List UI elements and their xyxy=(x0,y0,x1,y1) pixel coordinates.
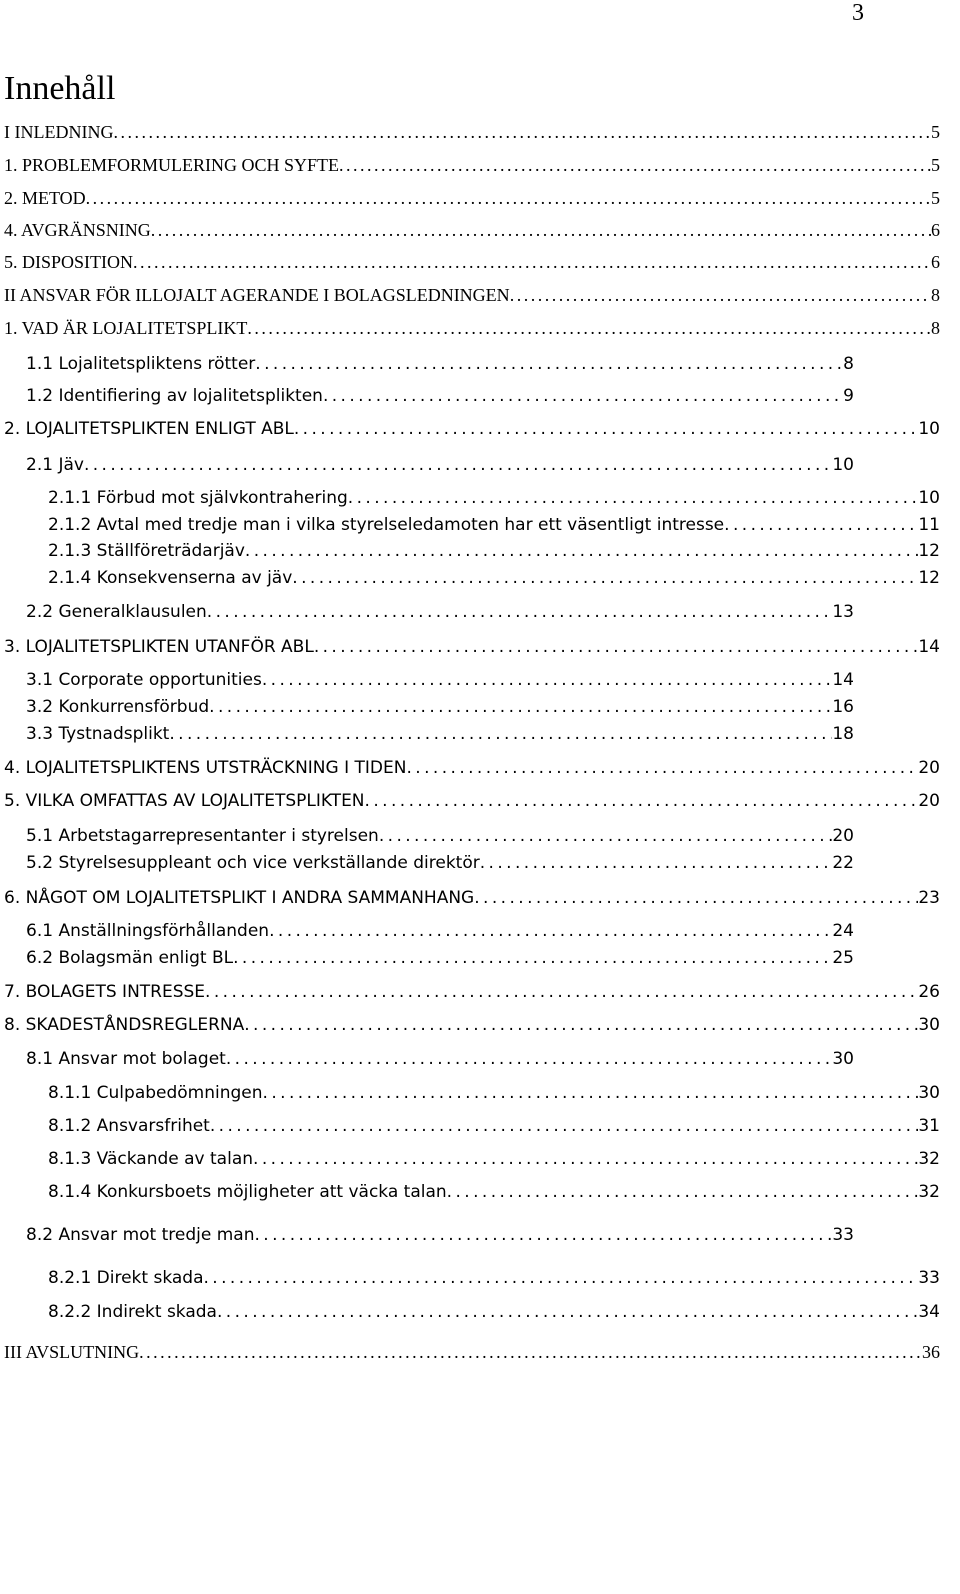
toc-leader-dots xyxy=(244,1015,918,1035)
toc-leader-dots xyxy=(269,921,832,941)
toc-entry[interactable] xyxy=(26,921,854,941)
toc-entry-page: 12 xyxy=(918,541,940,561)
toc-entry-label: I INLEDNING xyxy=(4,122,114,142)
toc-leader-dots xyxy=(217,1302,918,1322)
toc-entry-page: 22 xyxy=(832,853,854,873)
toc-entry-label: 5.1 Arbetstagarrepresentanter i styrelsen xyxy=(26,826,379,846)
toc-entry-label: 8.2.2 Indirekt skada xyxy=(48,1302,217,1322)
toc-leader-dots xyxy=(263,1083,919,1103)
toc-leader-dots xyxy=(226,1049,833,1069)
toc-entry-page: 6 xyxy=(931,220,940,240)
toc-leader-dots xyxy=(133,252,931,273)
toc-entry-label: 6.1 Anställningsförhållanden xyxy=(26,921,270,941)
toc-leader-dots xyxy=(233,948,832,968)
toc-entry-label: 1. PROBLEMFORMULERING OCH SYFTE xyxy=(4,155,340,175)
toc-entry-label: 2.1 Jäv xyxy=(26,455,84,475)
toc-entry-page: 30 xyxy=(832,1049,854,1069)
toc-entry-label: 8.1.1 Culpabedömningen xyxy=(48,1083,263,1103)
page-title: Innehåll xyxy=(4,70,116,107)
toc-leader-dots xyxy=(474,888,918,908)
toc-entry[interactable] xyxy=(26,455,854,475)
toc-entry-page: 20 xyxy=(832,826,854,846)
toc-entry-label: 6. NÅGOT OM LOJALITETSPLIKT I ANDRA SAMMANHANG xyxy=(4,888,475,908)
toc-entry-label: 3.3 Tystnadsplikt xyxy=(26,724,170,744)
toc-entry-label: 8. SKADESTÅNDSREGLERNA xyxy=(4,1015,245,1035)
toc-entry[interactable] xyxy=(48,1268,940,1288)
toc-entry[interactable] xyxy=(48,1149,940,1169)
toc-entry[interactable] xyxy=(4,252,940,273)
toc-entry[interactable] xyxy=(4,220,940,241)
toc-entry[interactable] xyxy=(26,948,854,968)
toc-entry-page: 10 xyxy=(918,419,940,439)
toc-entry-page: 5 xyxy=(931,122,940,142)
toc-entry-page: 24 xyxy=(832,921,854,941)
toc-leader-dots xyxy=(292,568,918,588)
toc-entry-label: II ANSVAR FÖR ILLOJALT AGERANDE I BOLAGSLEDNINGEN xyxy=(4,285,510,305)
toc-entry-label: 7. BOLAGETS INTRESSE xyxy=(4,982,206,1002)
toc-leader-dots xyxy=(84,455,832,475)
toc-entry-page: 33 xyxy=(832,1225,854,1245)
toc-entry-label: 3.1 Corporate opportunities xyxy=(26,670,262,690)
toc-entry-label: 6.2 Bolagsmän enligt BL xyxy=(26,948,234,968)
toc-leader-dots xyxy=(365,791,919,811)
toc-entry-page: 14 xyxy=(918,637,940,657)
toc-leader-dots xyxy=(480,853,833,873)
toc-entry-label: 2.1.3 Ställföreträdarjäv xyxy=(48,541,245,561)
toc-entry[interactable] xyxy=(4,888,940,908)
toc-entry-label: 4. AVGRÄNSNING xyxy=(4,220,151,240)
toc-entry-page: 25 xyxy=(832,948,854,968)
toc-entry-page: 8 xyxy=(931,318,940,338)
toc-entry[interactable] xyxy=(4,758,940,778)
toc-entry-page: 20 xyxy=(918,791,940,811)
toc-entry[interactable] xyxy=(48,1302,940,1322)
toc-entry-page: 14 xyxy=(832,670,854,690)
toc-leader-dots xyxy=(510,285,931,306)
toc-entry-page: 8 xyxy=(843,354,854,374)
toc-entry-label: 3. LOJALITETSPLIKTEN UTANFÖR ABL xyxy=(4,637,314,657)
toc-leader-dots xyxy=(209,697,832,717)
toc-leader-dots xyxy=(254,1225,832,1245)
toc-entry[interactable] xyxy=(26,354,854,374)
toc-entry-page: 34 xyxy=(918,1302,940,1322)
toc-entry-page: 20 xyxy=(918,758,940,778)
toc-entry[interactable] xyxy=(48,541,940,561)
toc-entry-page: 10 xyxy=(918,488,940,508)
toc-leader-dots xyxy=(205,982,918,1002)
toc-entry-page: 26 xyxy=(918,982,940,1002)
toc-entry-label: 2.2 Generalklausulen xyxy=(26,602,207,622)
toc-entry-label: 8.2.1 Direkt skada xyxy=(48,1268,204,1288)
toc-leader-dots xyxy=(245,541,918,561)
toc-leader-dots xyxy=(255,354,843,374)
toc-entry[interactable] xyxy=(26,724,854,744)
toc-entry[interactable] xyxy=(48,1116,940,1136)
toc-entry-page: 11 xyxy=(918,515,940,535)
toc-entry-label: 3.2 Konkurrensförbud xyxy=(26,697,210,717)
toc-leader-dots xyxy=(169,724,832,744)
toc-entry[interactable] xyxy=(4,637,940,657)
toc-entry-label: 2.1.4 Konsekvenserna av jäv xyxy=(48,568,293,588)
toc-entry[interactable] xyxy=(26,1225,854,1245)
toc-entry-label: 1.1 Lojalitetspliktens rötter xyxy=(26,354,256,374)
toc-leader-dots xyxy=(724,515,918,535)
toc-entry-page: 5 xyxy=(931,155,940,175)
toc-entry[interactable] xyxy=(48,488,940,508)
toc-entry[interactable] xyxy=(4,188,940,209)
toc-entry-page: 32 xyxy=(918,1149,940,1169)
toc-entry[interactable] xyxy=(4,285,940,306)
toc-entry-label: 8.1.2 Ansvarsfrihet xyxy=(48,1116,210,1136)
toc-entry-page: 6 xyxy=(931,252,940,272)
toc-entry[interactable] xyxy=(4,122,940,143)
toc-entry-page: 8 xyxy=(931,285,940,305)
toc-entry[interactable] xyxy=(48,1083,940,1103)
toc-leader-dots xyxy=(151,220,931,241)
toc-entry[interactable] xyxy=(4,982,940,1002)
toc-entry-label: 2.1.1 Förbud mot självkontrahering xyxy=(48,488,348,508)
toc-leader-dots xyxy=(253,1149,918,1169)
toc-entry-page: 33 xyxy=(918,1268,940,1288)
toc-leader-dots xyxy=(314,637,919,657)
toc-entry[interactable] xyxy=(26,853,854,873)
toc-entry-label: 2. METOD xyxy=(4,188,86,208)
toc-entry-label: 5. VILKA OMFATTAS AV LOJALITETSPLIKTEN xyxy=(4,791,365,811)
toc-entry-page: 9 xyxy=(843,386,854,406)
toc-entry-page: 13 xyxy=(832,602,854,622)
toc-leader-dots xyxy=(406,758,918,778)
toc-entry-page: 18 xyxy=(832,724,854,744)
toc-entry[interactable] xyxy=(26,826,854,846)
toc-entry-page: 31 xyxy=(918,1116,940,1136)
toc-entry-label: III AVSLUTNING xyxy=(4,1342,140,1362)
toc-leader-dots xyxy=(447,1182,919,1202)
toc-entry-page: 10 xyxy=(832,455,854,475)
toc-entry-label: 8.1 Ansvar mot bolaget xyxy=(26,1049,226,1069)
toc-entry[interactable] xyxy=(26,386,854,406)
toc-entry-label: 8.1.3 Väckande av talan xyxy=(48,1149,254,1169)
toc-entry-label: 1.2 Identifiering av lojalitetsplikten xyxy=(26,386,323,406)
toc-entry[interactable] xyxy=(4,419,940,439)
toc-entry-page: 30 xyxy=(918,1015,940,1035)
toc-entry-page: 30 xyxy=(918,1083,940,1103)
toc-leader-dots xyxy=(113,122,931,143)
toc-entry-page: 23 xyxy=(918,888,940,908)
toc-leader-dots xyxy=(348,488,919,508)
toc-entry[interactable] xyxy=(4,155,940,176)
toc-entry-label: 8.1.4 Konkursboets möjligheter att väcka talan xyxy=(48,1182,447,1202)
toc-entry[interactable] xyxy=(26,1049,854,1069)
toc-entry-label: 5.2 Styrelsesuppleant och vice verkställande direktör xyxy=(26,853,480,873)
toc-entry[interactable] xyxy=(48,1182,940,1202)
toc-leader-dots xyxy=(210,1116,919,1136)
toc-leader-dots xyxy=(207,602,833,622)
toc-leader-dots xyxy=(204,1268,919,1288)
toc-leader-dots xyxy=(323,386,843,406)
toc-entry-label: 1. VAD ÄR LOJALITETSPLIKT xyxy=(4,318,248,338)
toc-leader-dots xyxy=(379,826,833,846)
toc-entry[interactable] xyxy=(4,1342,940,1363)
toc-entry-label: 4. LOJALITETSPLIKTENS UTSTRÄCKNING I TIDEN xyxy=(4,758,407,778)
toc-entry-page: 16 xyxy=(832,697,854,717)
toc-entry[interactable] xyxy=(4,791,940,811)
toc-leader-dots xyxy=(294,419,918,439)
toc-entry-page: 32 xyxy=(918,1182,940,1202)
toc-entry-page: 5 xyxy=(931,188,940,208)
toc-entry[interactable] xyxy=(48,568,940,588)
toc-entry[interactable] xyxy=(4,318,940,339)
toc-leader-dots xyxy=(247,318,931,339)
page-number: 3 xyxy=(852,0,864,26)
toc-leader-dots xyxy=(262,670,833,690)
toc-leader-dots xyxy=(339,155,931,176)
toc-entry-label: 2. LOJALITETSPLIKTEN ENLIGT ABL xyxy=(4,419,294,439)
toc-entry[interactable] xyxy=(4,1015,940,1035)
toc-leader-dots xyxy=(139,1342,922,1363)
toc-entry-label: 8.2 Ansvar mot tredje man xyxy=(26,1225,255,1245)
toc-entry-page: 36 xyxy=(922,1342,940,1362)
toc-entry[interactable] xyxy=(26,602,854,622)
toc-entry[interactable] xyxy=(26,670,854,690)
toc-leader-dots xyxy=(86,188,931,209)
toc-entry-label: 2.1.2 Avtal med tredje man i vilka styrelseledamoten har ett väsentligt intresse xyxy=(48,515,725,535)
toc-entry[interactable] xyxy=(26,697,854,717)
toc-entry-page: 12 xyxy=(918,568,940,588)
toc-entry[interactable] xyxy=(48,515,940,535)
toc-entry-label: 5. DISPOSITION xyxy=(4,252,134,272)
